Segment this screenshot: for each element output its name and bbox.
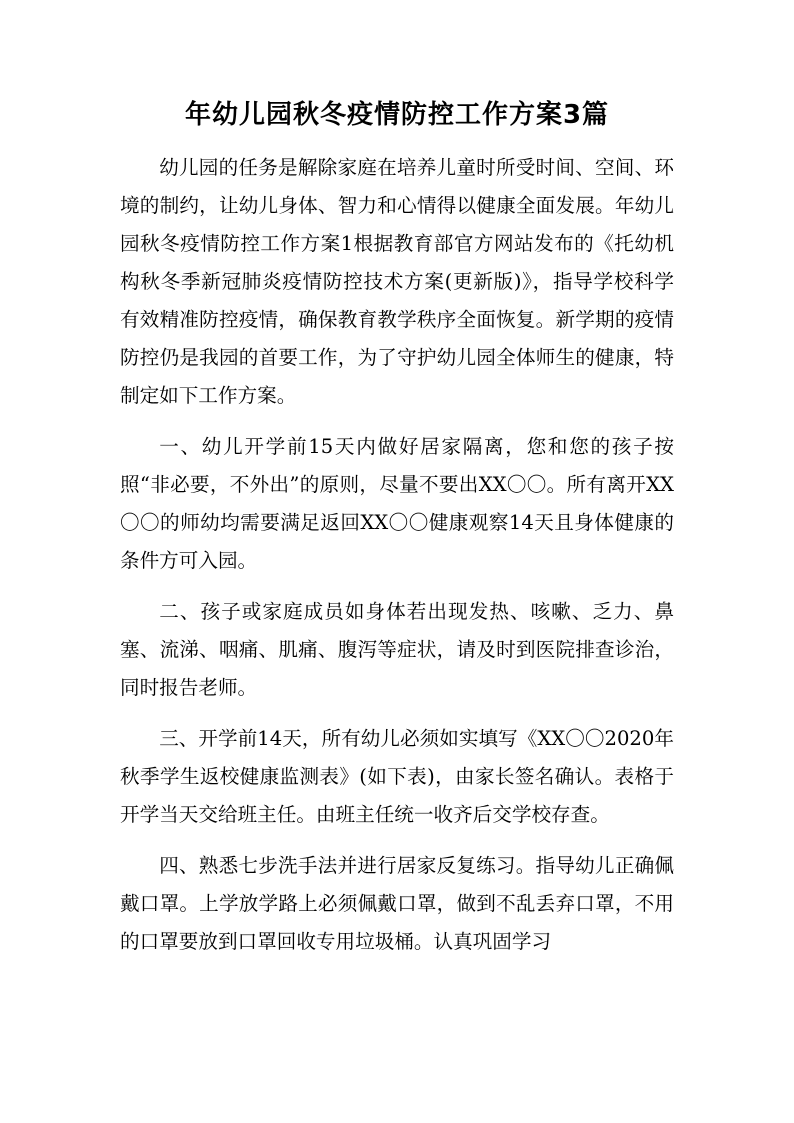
- paragraph-item-4: 四、熟悉七步洗手法并进行居家反复练习。指导幼儿正确佩戴口罩。上学放学路上必须佩戴口罩，做到不乱丢弃口罩，不用的口罩要放到口罩回收专用垃圾桶。认真巩固学习: [120, 854, 674, 953]
- paragraph-item-1: 一、幼儿开学前15天内做好居家隔离，您和您的孩子按照“非必要，不外出”的原则，尽量不要出XX〇〇。所有离开XX〇〇的师幼均需要满足返回XX〇〇健康观察14天且身体健康的条件方可入园。: [120, 435, 674, 572]
- document-title: 年幼儿园秋冬疫情防控工作方案3篇: [184, 100, 610, 130]
- paragraph-item-2: 二、孩子或家庭成员如身体若出现发热、咳嗽、乏力、鼻塞、流涕、咽痛、肌痛、腹泻等症状，请及时到医院排查诊治，同时报告老师。: [120, 600, 674, 699]
- intro-paragraph: 幼儿园的任务是解除家庭在培养儿童时所受时间、空间、环境的制约，让幼儿身体、智力和心情得以健康全面发展。年幼儿园秋冬疫情防控工作方案1根据教育部官方网站发布的《托幼机构秋冬季新冠肺炎疫情防控技术方案(更新版)》，指导学校科学有效精准防控疫情，确保教育教学秩序全面恢复。新学期的疫情防控仍是我园的首要工作，为了守护幼儿园全体师生的健康，特制定如下工作方案。: [120, 156, 674, 407]
- paragraph-item-3: 三、开学前14天，所有幼儿必须如实填写《XX〇〇2020年秋季学生返校健康监测表》(如下表)，由家长签名确认。表格于开学当天交给班主任。由班主任统一收齐后交学校存查。: [120, 727, 674, 826]
